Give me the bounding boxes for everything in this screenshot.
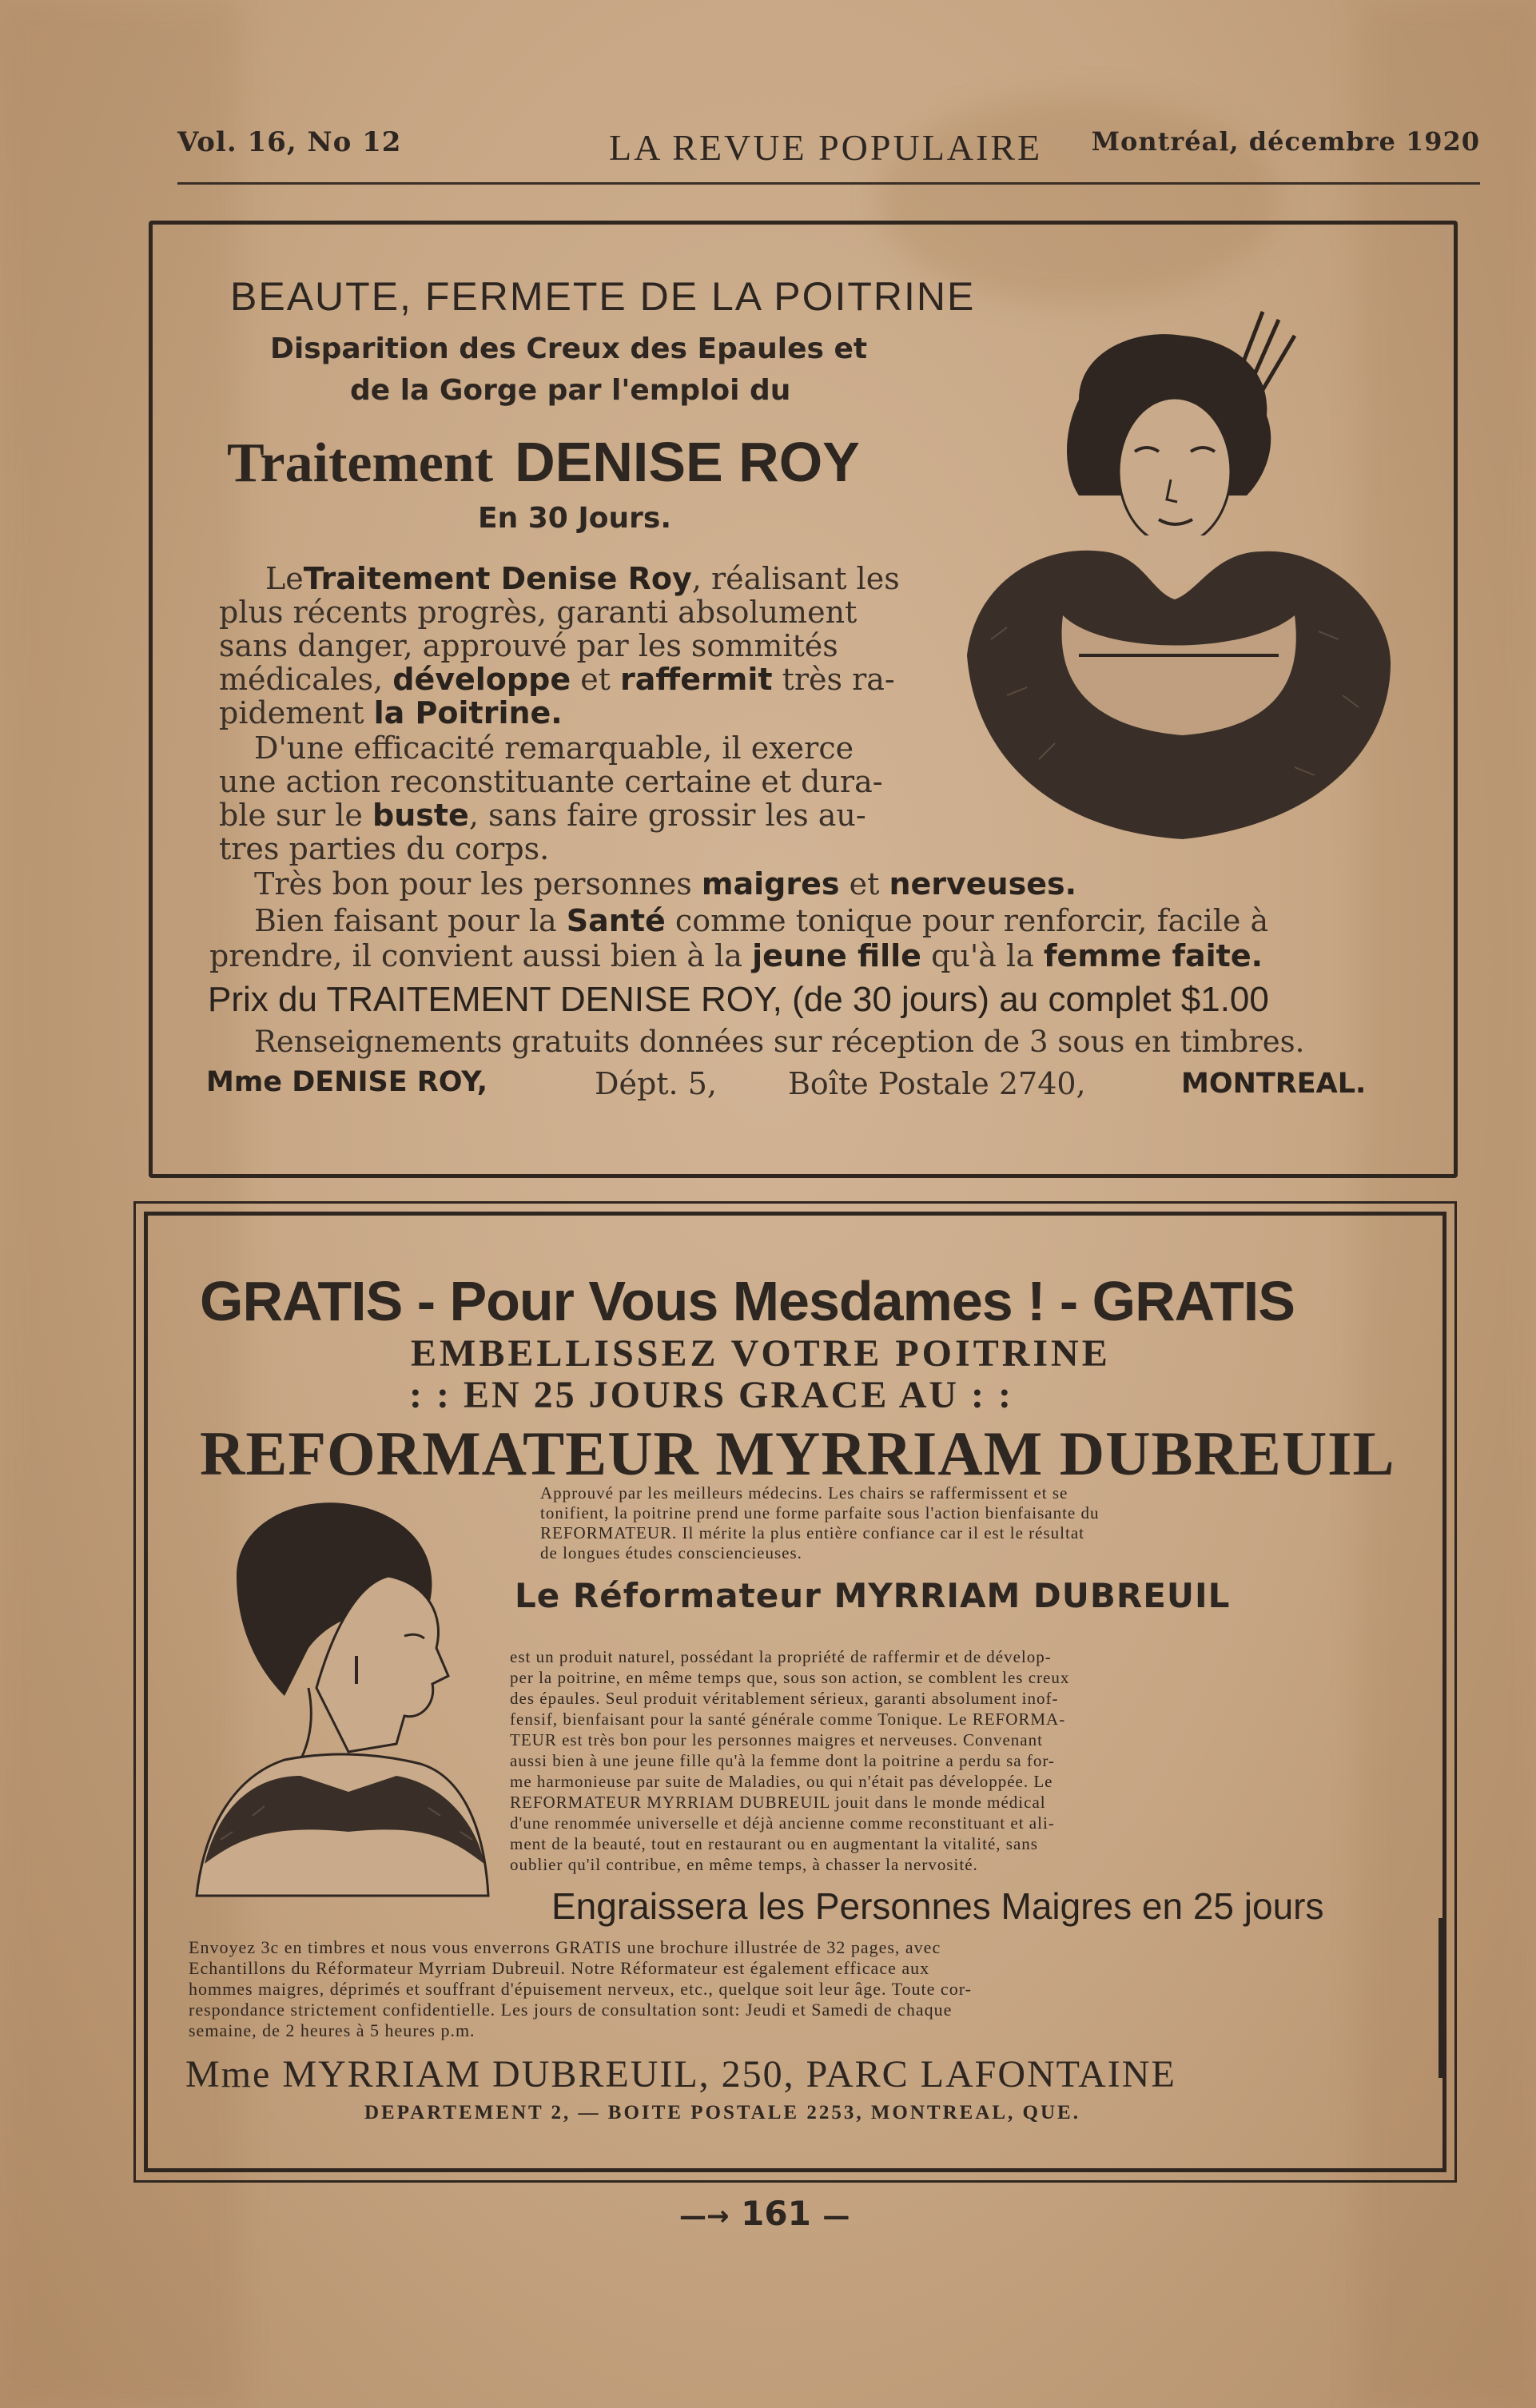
page-number: —→ 161 —: [679, 2194, 850, 2233]
ad2-headline: GRATIS - Pour Vous Mesdames ! - GRATIS: [200, 1270, 1295, 1332]
ad2-border-detail: [1439, 1918, 1443, 2078]
ad1-p1-line2: plus récents progrès, garanti absolument: [219, 595, 858, 630]
ad2-portrait-woman-profile-illustration: [189, 1488, 492, 1904]
ad2-sub-2: : : EN 25 JOURS GRACE AU : :: [409, 1374, 1013, 1416]
issue-date: Montréal, décembre 1920: [1091, 126, 1480, 157]
ad2-offer-line: semaine, de 2 heures à 5 heures p.m.: [189, 2020, 476, 2040]
ad1-contact: [206, 1066, 1405, 1101]
volume-number: Vol. 16, No 12: [177, 126, 402, 158]
ad1-duration: En 30 Jours.: [478, 502, 671, 535]
ad1-contact-dept: Dépt. 5,: [595, 1066, 717, 1101]
ad2-offer-line: respondance strictement confidentielle. Les jours de consultation sont: Jeudi et Samedi de chaque: [189, 2000, 953, 2020]
ad1-p1-line3: sans danger, approuvé par les sommités: [219, 628, 838, 663]
ad1-p3: Très bon pour les personnes maigres et nerveuses.: [254, 866, 1077, 902]
ad1-subhead-2: de la Gorge par l'emploi du: [350, 374, 791, 407]
ad2-body-line: d'une renommée universelle et déjà ancienne comme reconstituant et ali-: [510, 1813, 1055, 1833]
ad2-offer-line: Envoyez 3c en timbres et nous vous enverrons GRATIS une brochure illustrée de 32 pages, avec: [189, 1937, 941, 1957]
journal-title: LA REVUE POPULAIRE: [609, 127, 1043, 168]
ad1-p2-line3: ble sur le buste, sans faire grossir les au-: [219, 798, 866, 833]
ad1-p2-line4: tres parties du corps.: [219, 831, 550, 866]
ad2-body-line: per la poitrine, en même temps que, sous son action, se comblent les creux: [510, 1668, 1070, 1687]
ad2-body-line: TEUR est très bon pour les personnes maigres et nerveuses. Convenant: [510, 1730, 1043, 1749]
ad1-p1-line4: médicales, développe et raffermit très ra-: [219, 662, 895, 697]
ad2-sub-1: EMBELLISSEZ VOTRE POITRINE: [411, 1332, 1111, 1375]
ad2-body-line: est un produit naturel, possédant la propriété de raffermir et de dévelop-: [510, 1647, 1052, 1666]
ad2-body-line: aussi bien à une jeune fille qu'à la femme dont la poitrine a perdu sa for-: [510, 1751, 1055, 1770]
ad2-intro: [540, 1483, 1387, 1563]
ad1-contact-box: Boîte Postale 2740,: [788, 1066, 1086, 1101]
ad2-offer: [189, 1937, 1387, 2041]
ad1-headline: BEAUTE, FERMETE DE LA POITRINE: [230, 274, 976, 319]
ad1-p2-line1: D'une efficacité remarquable, il exerce: [254, 730, 854, 766]
ad2-body-line: oublier qu'il contribue, en même temps, à chasser la nervosité.: [510, 1855, 978, 1874]
ad2-body-line: des épaules. Seul produit véritablement sérieux, garanti absolument inof-: [510, 1689, 1059, 1708]
ad2-title: REFORMATEUR MYRRIAM DUBREUIL: [200, 1419, 1395, 1488]
ad2-contact: Mme MYRRIAM DUBREUIL, 250, PARC LAFONTAINE: [185, 2053, 1176, 2096]
ad2-body-line: fensif, bienfaisant pour la santé générale comme Tonique. Le REFORMA-: [510, 1709, 1066, 1729]
ad2-subtitle: Le Réformateur MYRRIAM DUBREUIL: [515, 1576, 1231, 1615]
ad1-info: Renseignements gratuits données sur réception de 3 sous en timbres.: [254, 1025, 1305, 1059]
ad2-body-line: ment de la beauté, tout en restaurant ou en augmentant la vitalité, sans: [510, 1834, 1038, 1853]
ad1-contact-city: MONTREAL.: [1181, 1068, 1367, 1100]
ad1-p4-line2: prendre, il convient aussi bien à la jeune fille qu'à la femme faite.: [209, 938, 1263, 973]
ad2-intro-line: de longues études consciencieuses.: [540, 1543, 802, 1562]
ad1-price: Prix du TRAITEMENT DENISE ROY, (de 30 jours) au complet $1.00: [208, 980, 1269, 1019]
running-head: [177, 126, 1480, 174]
ad1-contact-name: Mme DENISE ROY,: [206, 1066, 488, 1098]
ad1-p4-line1: Bien faisant pour la Santé comme tonique pour renforcir, facile à: [254, 903, 1269, 938]
ad1-p1-line1: LeTraitement Denise Roy, réalisant les: [265, 561, 900, 596]
ad1-title-b: DENISE ROY: [515, 431, 860, 493]
ad2-intro-line: Approuvé par les meilleurs médecins. Les chairs se raffermissent et se: [540, 1483, 1068, 1503]
ad2-offer-line: hommes maigres, déprimés et souffrant d'épuisement nerveux, etc., quelque soit leur âge. Toute cor-: [189, 1979, 972, 1999]
ad2-body-line: REFORMATEUR MYRRIAM DUBREUIL jouit dans le monde médical: [510, 1793, 1046, 1812]
page-number-arrow-icon: —→: [679, 2200, 730, 2232]
ad1-title-a: Traitement: [227, 432, 494, 494]
ad2-address: DEPARTEMENT 2, — BOITE POSTALE 2253, MONTREAL, QUE.: [364, 2102, 1080, 2123]
ad2-slogan: Engraissera les Personnes Maigres en 25 jours: [551, 1885, 1324, 1927]
ad1-title: [227, 430, 860, 496]
header-rule: [177, 182, 1480, 185]
ad2-body: [510, 1646, 1389, 1875]
ad1-p1-line5: pidement la Poitrine.: [219, 695, 563, 730]
ad1-p2-line2: une action reconstituante certaine et dura-: [219, 764, 883, 799]
ad2-body-line: me harmonieuse par suite de Maladies, ou qui n'était pas développée. Le: [510, 1772, 1053, 1791]
ad2-intro-line: tonifient, la poitrine prend une forme parfaite sous l'action bienfaisante du: [540, 1503, 1100, 1522]
ad1-portrait-woman-illustration: [943, 280, 1399, 855]
ad2-intro-line: REFORMATEUR. Il mérite la plus entière confiance car il est le résultat: [540, 1523, 1084, 1542]
ad2-offer-line: Echantillons du Réformateur Myrriam Dubreuil. Notre Réformateur est également efficace aux: [189, 1958, 930, 1978]
ad1-subhead-1: Disparition des Creux des Epaules et: [270, 332, 868, 365]
